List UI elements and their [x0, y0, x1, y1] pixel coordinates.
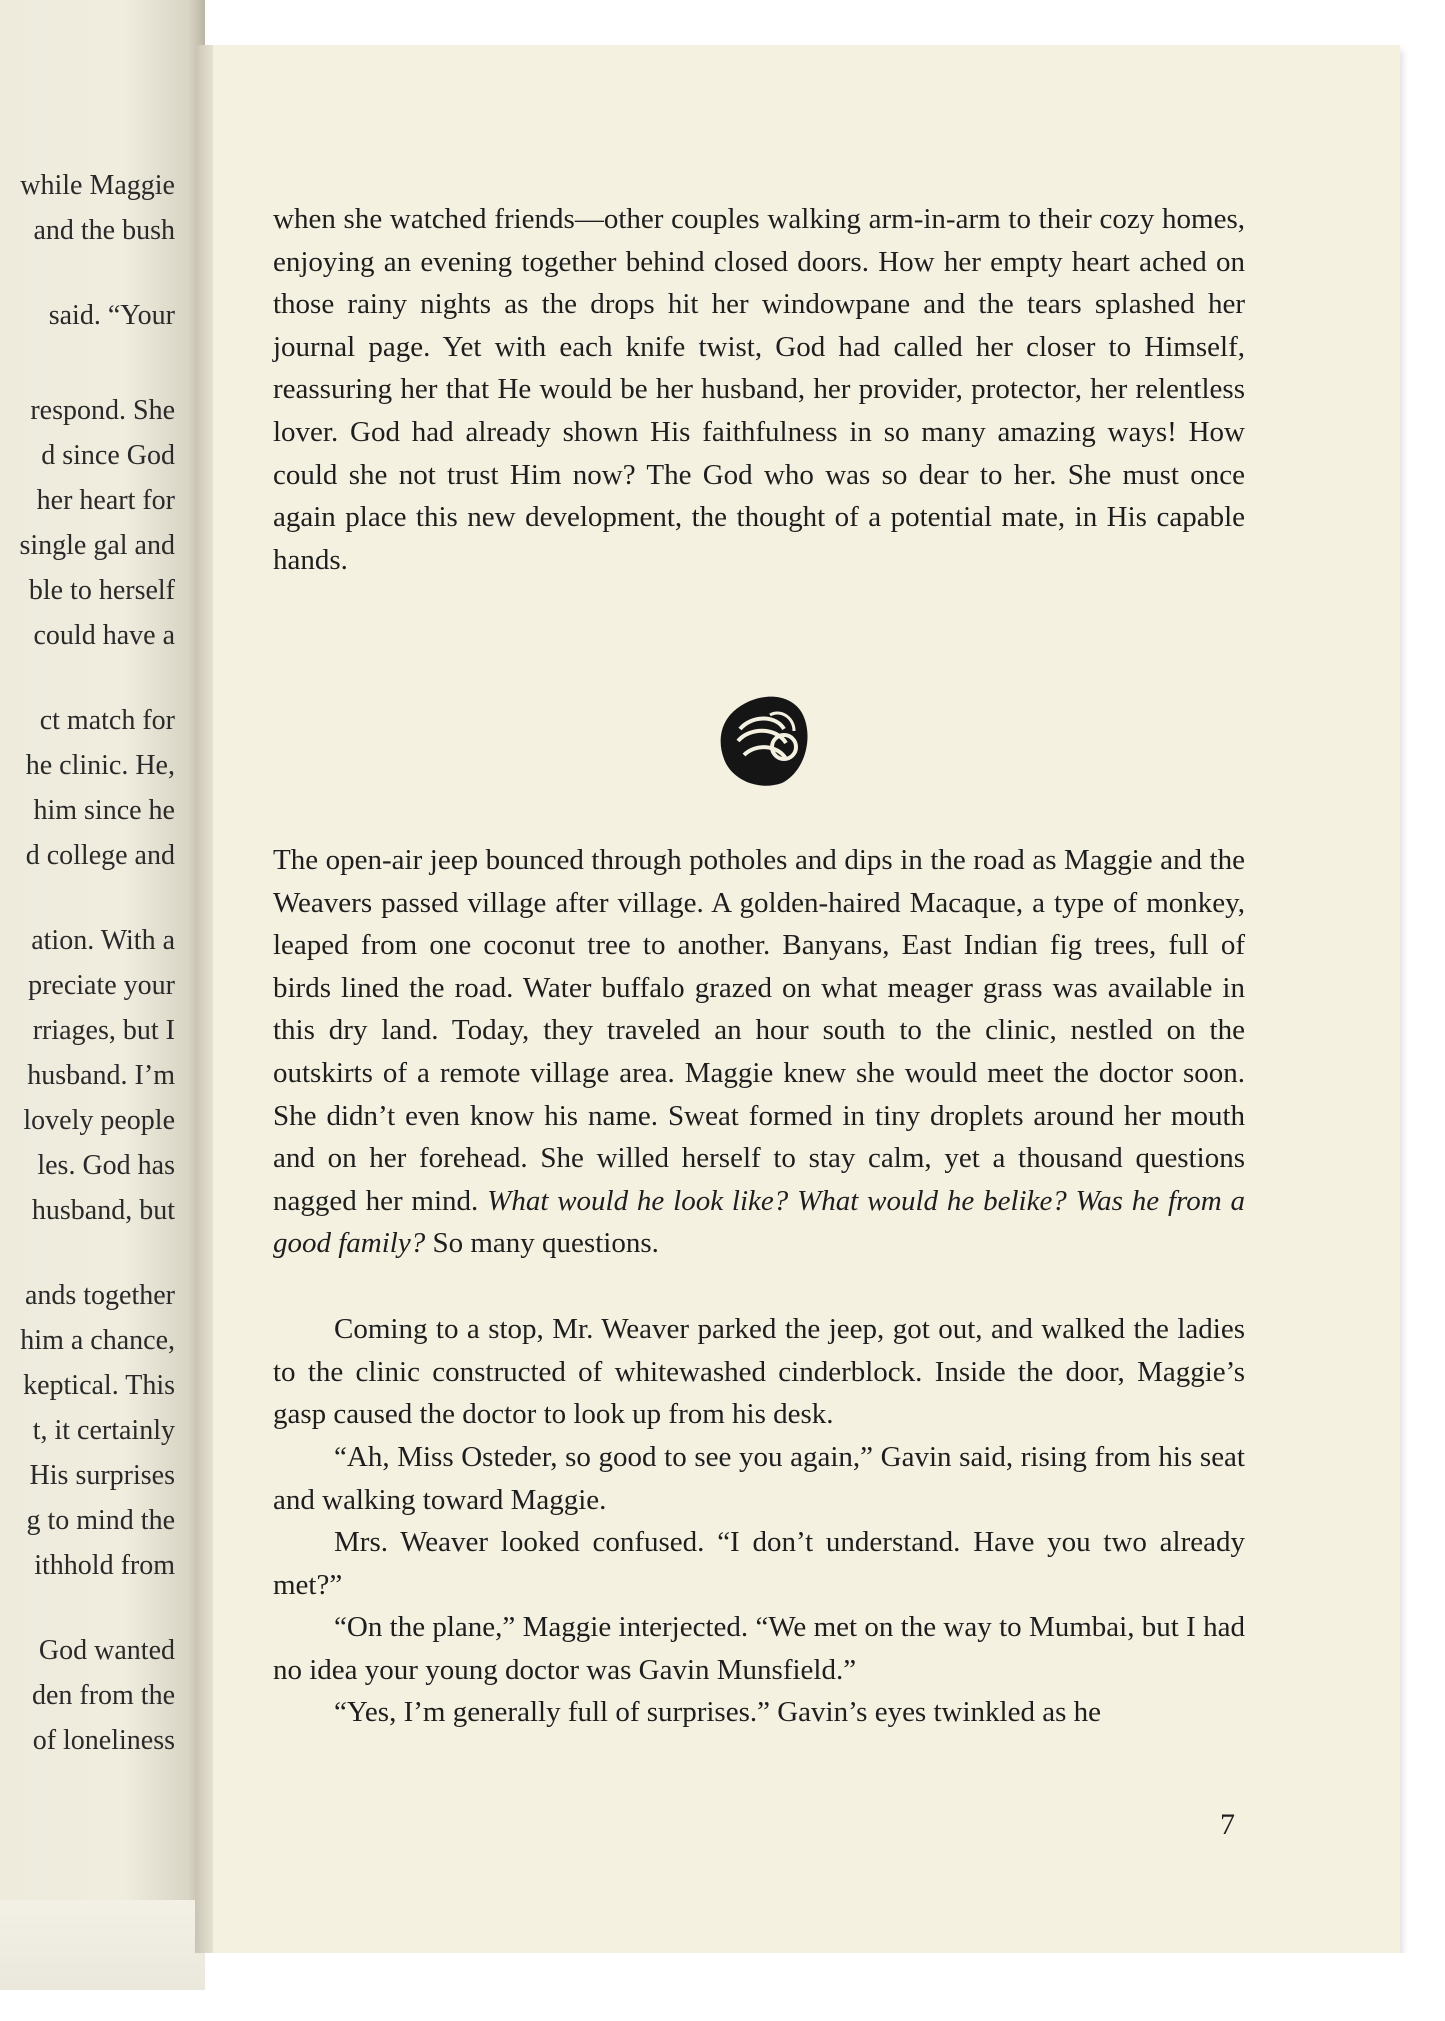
paragraph-2-text: The open-air jeep bounced through potholes and dips in the road as Maggie and the Weavers passed village after village. A golden-haired Macaque, a type of monkey, leaped from one coconut tree to another. Banyans, East Indian fig trees, full of birds lined the road. Water buffalo grazed on what meager grass was available in this dry land. Today, they traveled an hour south to the clinic, nestled on the outskirts of a remote village area. Maggie knew she would meet the doctor soon. She didn’t even know his name. Sweat formed in tiny droplets around her mouth and on her forehead. She willed herself to stay calm, yet a thousand questions nagged her mind.: [273, 844, 1245, 1217]
left-page: [0, 0, 205, 1990]
left-page-line: les. God has: [37, 1150, 175, 1181]
paragraph-7: “Yes, I’m generally full of surprises.” Gavin’s eyes twinkled as he: [334, 1696, 1101, 1728]
left-page-line: and the bush: [33, 215, 175, 246]
left-page-line: single gal and: [19, 530, 175, 561]
left-page-line: him a chance,: [20, 1325, 175, 1356]
left-page-line: ithhold from: [34, 1550, 175, 1581]
paragraph-2-italic-1: What would he look like? What would he be: [487, 1184, 1011, 1217]
left-page-line: rriages, but I: [32, 1015, 175, 1046]
left-page-line: said. “Your: [48, 300, 175, 331]
left-page-line: d college and: [25, 840, 175, 871]
left-page-line: could have a: [33, 620, 175, 651]
left-page-line: d since God: [41, 440, 175, 471]
left-page-line: husband, but: [31, 1195, 175, 1226]
left-page-line: t, it certainly: [32, 1415, 175, 1446]
left-page-line: keptical. This: [23, 1370, 175, 1401]
left-page-line: her heart for: [36, 485, 175, 516]
paragraph-4: “Ah, Miss Osteder, so good to see you again,” Gavin said, rising from his seat and walking toward Maggie.: [273, 1441, 1245, 1516]
left-page-line: den from the: [31, 1680, 175, 1711]
left-page-line: ands together: [24, 1280, 175, 1311]
background: [205, 1953, 1445, 2021]
paragraph-5: Mrs. Weaver looked confused. “I don’t understand. Have you two already met?”: [273, 1526, 1245, 1601]
paragraph-2: [273, 839, 1245, 1265]
left-page-line: of loneliness: [32, 1725, 175, 1756]
left-page-line: while Maggie: [20, 170, 175, 201]
left-page-line: preciate your: [28, 970, 175, 1001]
left-page-line: respond. She: [30, 395, 175, 426]
left-page-bottom: [0, 1900, 205, 1990]
page-number: 7: [1220, 1808, 1235, 1841]
left-page-line: God wanted: [38, 1635, 175, 1666]
paragraph-1: when she watched friends—other couples walking arm-in-arm to their cozy homes, enjoying an evening together behind closed doors. How her empty heart ached on those rainy nights as the drops hit her windowpane and the tears splashed her journal page. Yet with each knife twist, God had called her closer to Himself, reassuring her that He would be her husband, her provider, protector, her relentless lover. God had already shown His faithfulness in so many amazing ways! How could she not trust Him now? The God who was so dear to her. She must once again place this new development, the thought of a potential mate, in His capable hands.: [273, 203, 1245, 576]
left-page-line: husband. I’m: [27, 1060, 175, 1091]
left-page-line: ct match for: [39, 705, 175, 736]
left-page-line: him since he: [33, 795, 175, 826]
left-page-line: he clinic. He,: [25, 750, 175, 781]
left-page-line: g to mind the: [26, 1505, 175, 1536]
left-page-line: ble to herself: [28, 575, 175, 606]
left-page-line: His surprises: [29, 1460, 175, 1491]
book-gutter: [195, 45, 213, 1953]
left-page-line: ation. With a: [31, 925, 175, 956]
paragraph-2-end: So many questions.: [432, 1227, 659, 1260]
section-break-ornament-icon: [710, 685, 820, 795]
paragraph-6: “On the plane,” Maggie interjected. “We met on the way to Mumbai, but I had no idea your young doctor was Gavin Munsfield.”: [273, 1611, 1245, 1686]
paragraph-2-italic-2: like? Was he from a good family?: [273, 1184, 1246, 1260]
left-page-line: lovely people: [23, 1105, 175, 1136]
paragraph-3: Coming to a stop, Mr. Weaver parked the jeep, got out, and walked the ladies to the clinic constructed of whitewashed cinderblock. Inside the door, Maggie’s gasp caused the doctor to look up from his desk.: [273, 1313, 1245, 1431]
